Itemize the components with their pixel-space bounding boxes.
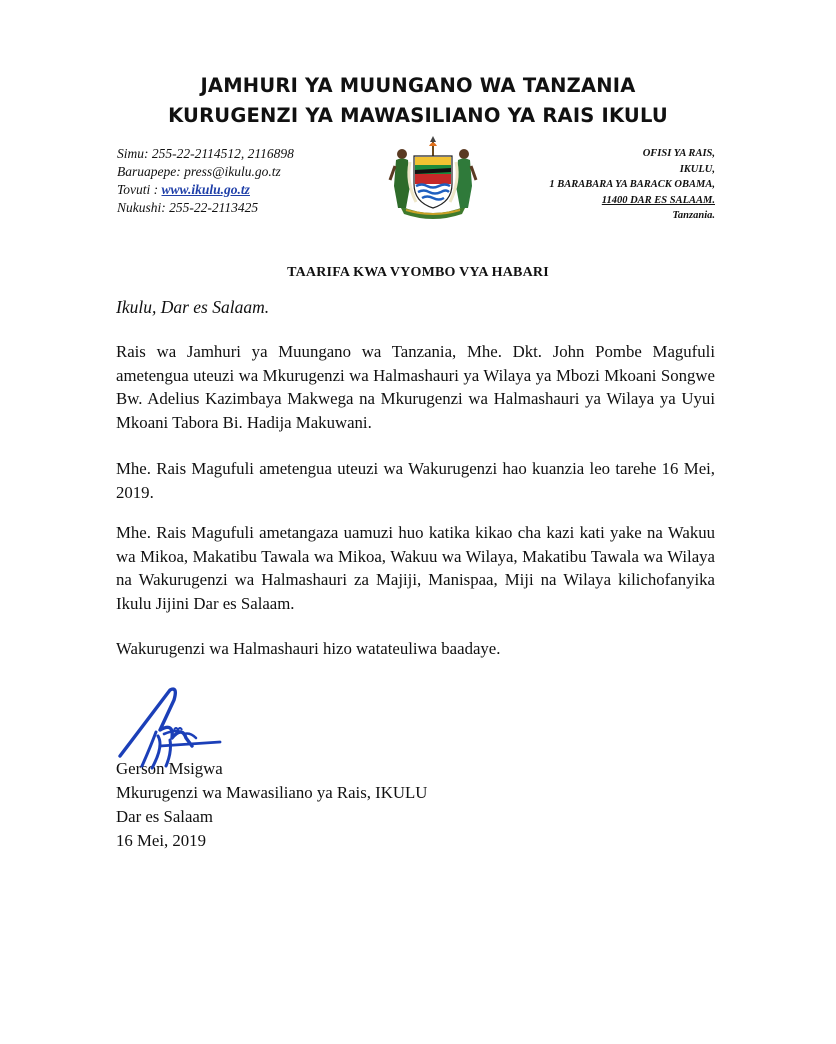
email-line: Baruapepe: press@ikulu.go.tz [117, 164, 281, 179]
website-link[interactable]: www.ikulu.go.tz [161, 182, 250, 197]
contact-block-right [455, 146, 715, 224]
paragraph-text: Rais wa Jamhuri ya Muungano wa Tanzania, Mhe. Dkt. John Pombe Magufuli ametengua uteuzi wa Mkurugenzi wa Halmashauri ya Wilaya ya Mbozi Mkoani Songwe Bw. Adelius Kazimbaya Makwega na Mkurugenzi wa Halmashauri ya Wilaya ya Uyui Mkoani Tabora Bi. Hadija Makuwani. [116, 342, 715, 432]
body-paragraph-1 [116, 340, 715, 434]
paragraph-text: Mhe. Rais Magufuli ametangaza uamuzi huo katika kikao cha kazi kati yake na Wakuu wa Mikoa, Makatibu Tawala wa Mikoa, Wakuu wa Wilaya, Makatibu Tawala wa Wilaya na Wakurugenzi wa Halmashauri za Majiji, Manispaa, Miji na Wilaya kilichofanyika Ikulu Jijini Dar es Salaam. [116, 523, 715, 613]
signer-name: Gerson Msigwa [116, 759, 223, 778]
signer-position: Mkurugenzi wa Mawasiliano ya Rais, IKULU [116, 783, 428, 802]
signoff-date: 16 Mei, 2019 [116, 831, 206, 850]
website-line [117, 181, 294, 199]
contact-block-left [117, 145, 294, 217]
signoff-city: Dar es Salaam [116, 807, 213, 826]
release-title: TAARIFA KWA VYOMBO VYA HABARI [287, 265, 549, 280]
header-title-line1: JAMHURI YA MUUNGANO WA TANZANIA [200, 74, 636, 97]
address-line5: Tanzania. [672, 210, 715, 221]
header-title-line2: KURUGENZI YA MAWASILIANO YA RAIS IKULU [168, 104, 668, 127]
address-line1: OFISI YA RAIS, [642, 148, 715, 159]
body-paragraph-3 [116, 521, 715, 615]
paragraph-text: Mhe. Rais Magufuli ametengua uteuzi wa Wakurugenzi hao kuanzia leo tarehe 16 Mei, 2019. [116, 459, 715, 502]
fax-line: Nukushi: 255-22-2113425 [117, 200, 259, 215]
paragraph-text: Wakurugenzi wa Halmashauri hizo watateuliwa baadaye. [116, 639, 501, 658]
website-label: Tovuti : [117, 182, 162, 197]
handwritten-signature-icon [112, 686, 232, 776]
address-line2: IKULU, [679, 163, 715, 175]
address-line4: 11400 DAR ES SALAAM. [601, 194, 715, 206]
body-paragraph-4 [116, 637, 715, 661]
body-paragraph-2 [116, 457, 715, 504]
address-line3: 1 BARABARA YA BARACK OBAMA, [549, 179, 715, 190]
place-line: Ikulu, Dar es Salaam. [116, 297, 270, 317]
phone-line: Simu: 255-22-2114512, 2116898 [117, 146, 294, 161]
